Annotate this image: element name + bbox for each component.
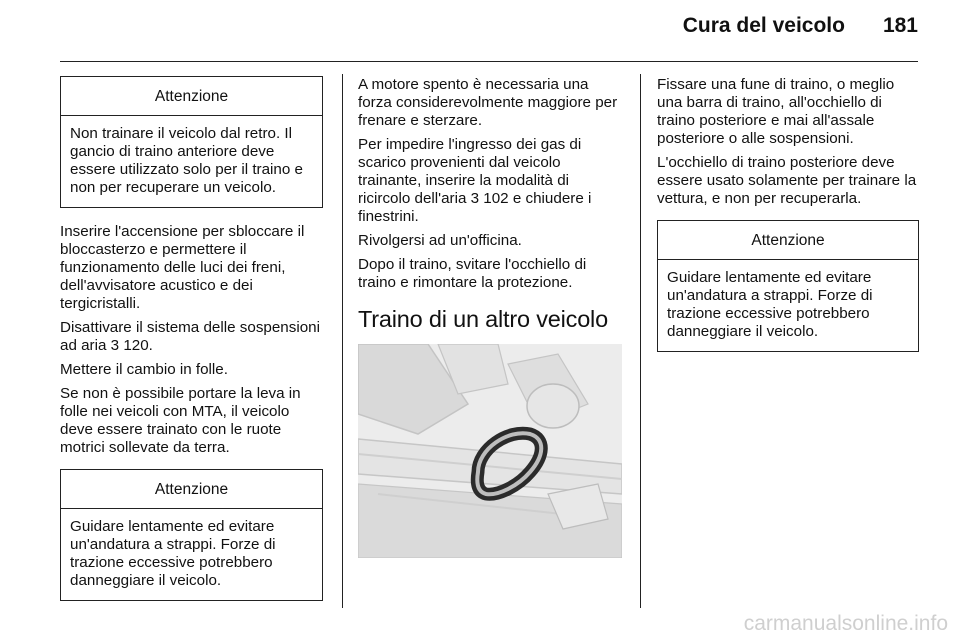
column-divider-1: [342, 74, 343, 608]
paragraph: Dopo il traino, svitare l'occhiello di traino e rimontare la protezione.: [358, 256, 587, 291]
paragraph: Se non è possibile portare la leva in folle nei veicoli con MTA, il veicolo deve essere trainato con le ruote motrici sollevate da terra.: [60, 385, 301, 456]
warning-box: [60, 76, 323, 208]
column-divider-2: [640, 74, 641, 608]
paragraph: A motore spento è necessaria una forza considerevolmente maggiore per frenare e sterzare.: [358, 76, 618, 129]
page-number: 181: [882, 14, 918, 37]
section-title: Cura del veicolo: [682, 14, 845, 37]
warning-text: Non trainare il veicolo dal retro. Il gancio di traino anteriore deve essere utilizzato solo per il traino e non per recuperare un veicolo.: [70, 125, 303, 196]
paragraph: Rivolgersi ad un'officina.: [358, 232, 522, 249]
column-3: [657, 76, 919, 367]
warning-title: Attenzione: [61, 77, 322, 116]
warning-box: [657, 220, 919, 352]
warning-box: [60, 469, 323, 601]
warning-title: Attenzione: [658, 221, 918, 260]
warning-text: Guidare lentamente ed evitare un'andatura a strappi. Forze di trazione eccessive potrebbero danneggiare il veicolo.: [667, 269, 873, 340]
paragraph: L'occhiello di traino posteriore deve essere usato solamente per trainare la vettura, e non per recuperarla.: [657, 154, 917, 207]
paragraph: Mettere il cambio in folle.: [60, 361, 228, 378]
paragraph: Disattivare il sistema delle sospensioni ad aria 3 120.: [60, 319, 320, 354]
tow-eye-image: [358, 344, 622, 558]
tow-eye-illustration: [358, 344, 622, 558]
watermark: carmanualsonline.info: [743, 612, 948, 635]
paragraph: Per impedire l'ingresso dei gas di scarico provenienti dal veicolo trainante, inserire la modalità di ricircolo dell'aria 3 102 e chiudere i finestrini.: [358, 136, 592, 225]
warning-title: Attenzione: [61, 470, 322, 509]
column-1: [60, 76, 323, 616]
column-2: [358, 76, 624, 558]
paragraph: Fissare una fune di traino, o meglio una barra di traino, all'occhiello di traino posteriore e mai all'assale posteriore o alle sospensioni.: [657, 76, 895, 147]
section-heading: Traino di un altro veicolo: [358, 306, 608, 332]
warning-text: Guidare lentamente ed evitare un'andatura a strappi. Forze di trazione eccessive potrebbero danneggiare il veicolo.: [70, 518, 276, 589]
page-header: [0, 14, 918, 38]
header-rule: [60, 61, 918, 62]
paragraph: Inserire l'accensione per sbloccare il bloccasterzo e permettere il funzionamento delle luci dei freni, dell'avvisatore acustico e dei tergicristalli.: [60, 223, 305, 312]
